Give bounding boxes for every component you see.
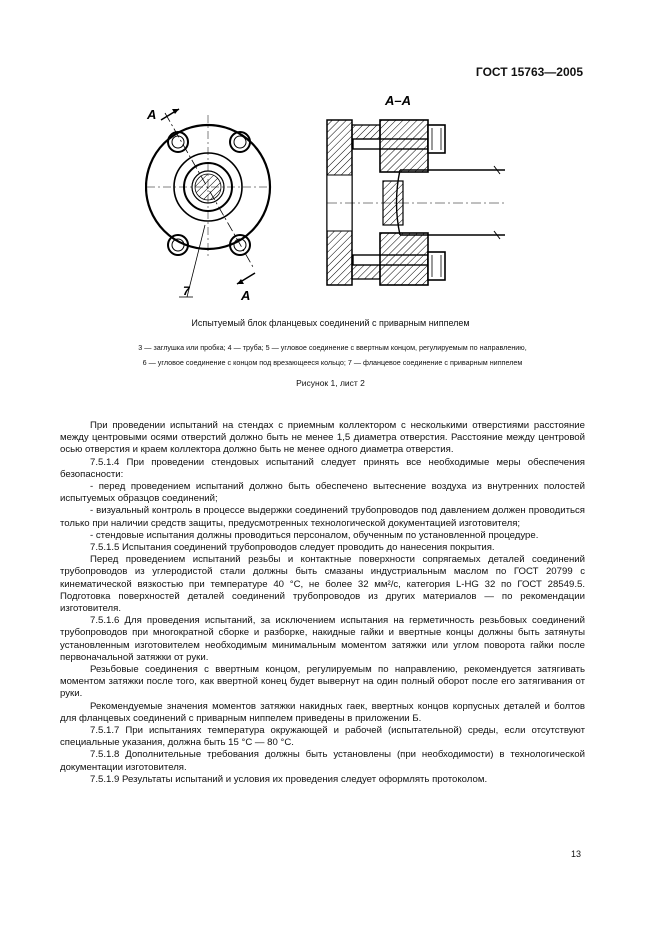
paragraph: - визуальный контроль в процессе выдержки соединений трубопроводов под давлением должен проводиться только при наличии средств защиты, предусмотренных технологической документацией изготовителя;: [60, 505, 585, 529]
paragraph: - стендовые испытания должны проводиться персоналом, обученным по установленной процедуре.: [90, 529, 539, 541]
section-label: А–А: [385, 95, 412, 108]
legend-line: 3 — заглушка или пробка; 4 — труба; 5 — угловое соединение с ввертным концом, регулируемым по направлению,: [138, 343, 527, 352]
flange-plan-view: [146, 109, 270, 297]
cut-label-a-top: А: [147, 107, 157, 122]
paragraph: Рекомендуемые значения моментов затяжки накидных гаек, ввертных концов корпусных деталей и болтов для фланцевых соединений с приварным ниппелем приведены в приложении Б.: [60, 700, 585, 724]
legend-line: 6 — угловое соединение с концом под врезающееся кольцо; 7 — фланцевое соединение с приварным ниппелем: [142, 358, 523, 367]
paragraph: - перед проведением испытаний должно быть обеспечено вытеснение воздуха из внутренних полостей испытуемых образцов соединений;: [60, 481, 585, 505]
figure-number: Рисунок 1, лист 2: [296, 378, 365, 388]
paragraph: 7.5.1.6 Для проведения испытаний, за исключением испытания на герметичность резьбовых соединений трубопроводов при многократной сборке и разборке, накидные гайки и ввертные концы должны быть затянуты установленным изготовителем необходимым минимальным моментом затяжки или углом поворота гайки после первоначальной затяжки от руки.: [60, 615, 585, 663]
section-view-a-a: [327, 120, 505, 285]
paragraph: При проведении испытаний на стендах с приемным коллектором с несколькими отверстиями расстояние между центровыми осями отверстий должно быть не менее 1,5 диаметра отверстия. Расстояние между центровой осью отверстия и краем коллектора должно быть не менее одного диаметра отверстия.: [60, 420, 585, 456]
paragraph: Перед проведением испытаний резьбы и контактные поверхности сопрягаемых деталей соединений трубопроводов из углеродистой стали должны быть смазаны индустриальным маслом по ГОСТ 20799 с кинематической вязкостью при температуре 40 °С, не более 32 мм²/с, категория L-HG 32 по ГОСТ 28549.5. Подготовка поверхностей деталей соединений трубопроводов из других материалов — по рекомендации изготовителя.: [60, 554, 585, 615]
technical-drawing: [145, 95, 505, 310]
paragraph: Резьбовые соединения с ввертным концом, регулируемым по направлению, рекомендуется затягивать моментом затяжки после того, как ввертной конец будет вывернут на один полный оборот после его затягивания от руки.: [60, 664, 585, 700]
paragraph: 7.5.1.8 Дополнительные требования должны быть установлены (при необходимости) в технологической документации изготовителя.: [60, 749, 585, 773]
paragraph: 7.5.1.7 При испытаниях температура окружающей и рабочей (испытательной) среды, если отсутствуют специальные указания, должна быть 15 °С — 80 °С.: [60, 725, 585, 749]
figure-legend: [60, 340, 605, 370]
page-number: 13: [570, 849, 581, 859]
document-header: ГОСТ 15763—2005: [475, 65, 583, 79]
paragraph: 7.5.1.5 Испытания соединений трубопроводов следует проводить до нанесения покрытия.: [90, 542, 495, 554]
body-text: [60, 420, 585, 786]
paragraph: 7.5.1.9 Результаты испытаний и условия их проведения следует оформлять протоколом.: [90, 773, 488, 785]
figure-caption: Испытуемый блок фланцевых соединений с приварным ниппелем: [191, 318, 470, 328]
callout-7: 7: [183, 284, 190, 298]
paragraph: 7.5.1.4 При проведении стендовых испытаний следует принять все необходимые меры обеспечения безопасности:: [60, 456, 585, 480]
cut-label-a-bottom: А: [241, 288, 251, 303]
